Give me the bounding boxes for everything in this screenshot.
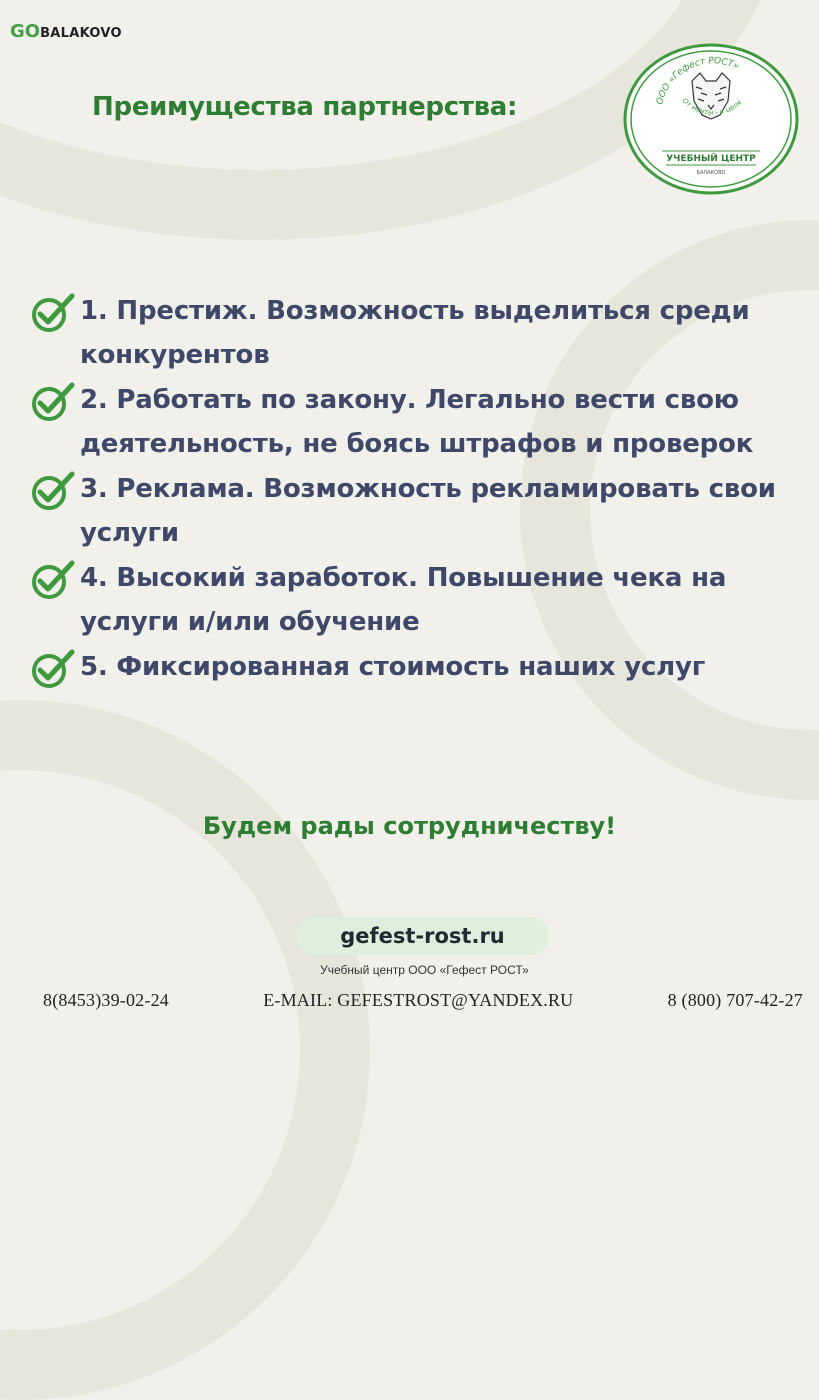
checkmark-icon [30,557,76,603]
logo-city: БАЛАКОВО [696,170,726,176]
gobalakovo-watermark [10,21,122,42]
benefit-item [30,468,810,555]
benefit-item [30,646,810,690]
background-circle-bottom [0,700,370,1400]
phone-free[interactable]: 8 (800) 707-42-27 [667,990,803,1010]
logo-center-label: УЧЕБНЫЙ ЦЕНТР [666,154,756,164]
benefit-text: 4. Высокий заработок. Повышение чека на услуги и/или обучение [80,563,727,637]
checkmark-icon [30,379,76,425]
benefit-text: 5. Фиксированная стоимость наших услуг [80,652,706,682]
brand-prefix: GO [10,21,41,42]
benefit-text: 3. Реклама. Возможность рекламировать свои услуги [80,474,776,548]
logo-company-name: ООО «Гефест РОСТ» [655,56,741,106]
checkmark-icon [30,468,76,514]
website-link[interactable] [296,917,549,955]
benefit-text: 2. Работать по закону. Легально вести свою деятельность, не боясь штрафов и проверок [80,385,754,459]
benefit-item [30,290,810,377]
company-logo [622,43,800,195]
benefit-text: 1. Престиж. Возможность выделиться среди конкурентов [80,296,750,370]
company-caption: Учебный центр ООО «Гефест РОСТ» [320,963,529,977]
page-title: Преимущества партнерства: [92,92,518,122]
checkmark-icon [30,646,76,692]
call-to-action: Будем рады сотрудничеству! [202,812,617,840]
brand-name: BALAKOVO [40,26,122,41]
contacts-row [43,990,803,1011]
benefit-item [30,379,810,466]
benefits-list [30,290,810,692]
website-label: gefest-rost.ru [340,924,505,948]
benefit-item [30,557,810,644]
logo-motto: От мечты - к целя [680,96,744,117]
phone-local[interactable]: 8(8453)39-02-24 [43,990,169,1010]
checkmark-icon [30,290,76,336]
email-address[interactable]: E-MAIL: GEFESTROST@YANDEX.RU [263,990,574,1010]
